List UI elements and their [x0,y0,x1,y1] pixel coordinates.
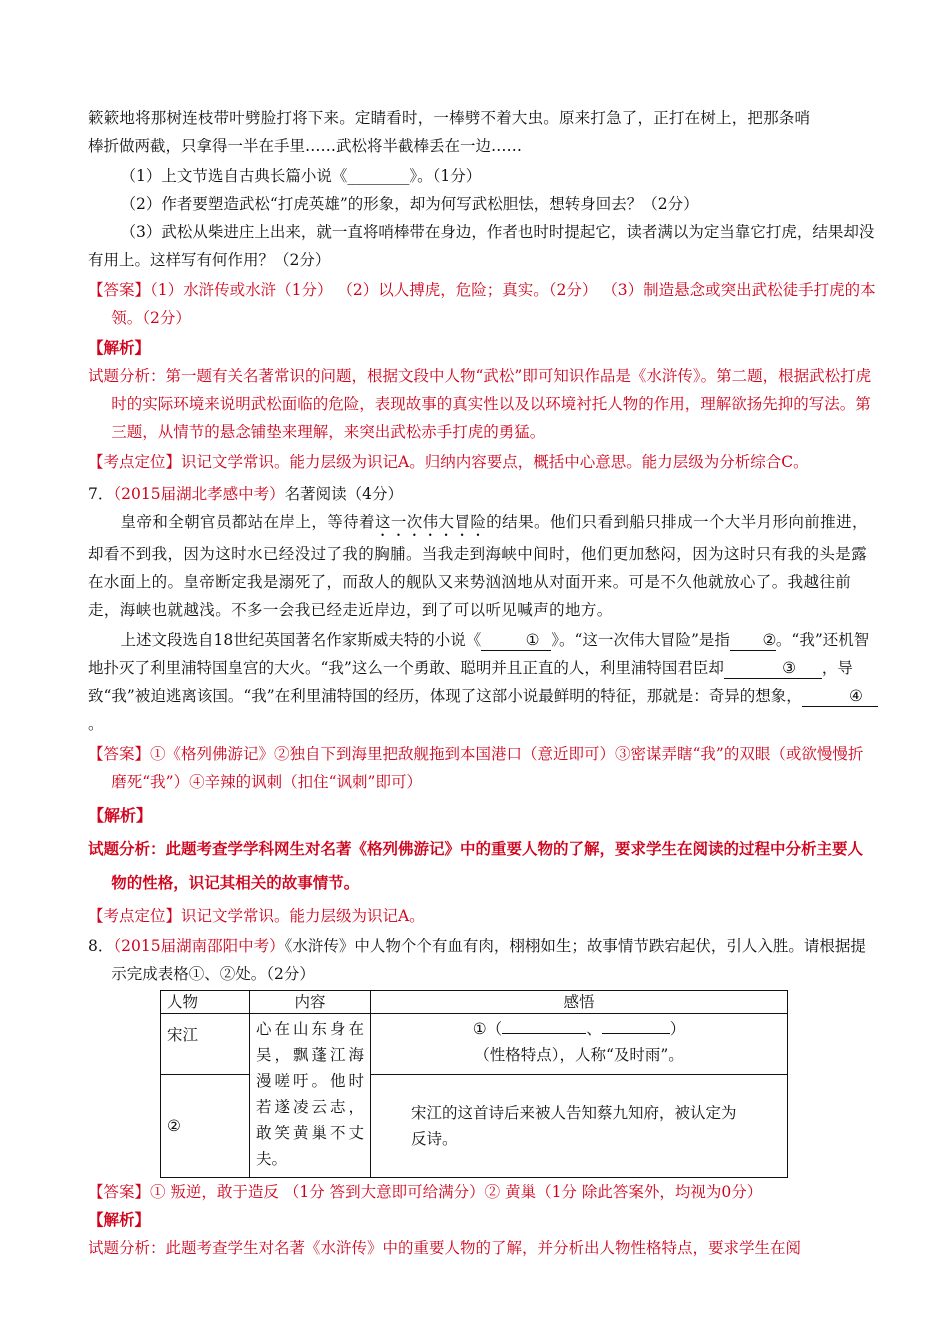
q7-source: （2015届湖北孝感中考） [113,485,285,503]
q8-text: 《水浒传》中人物个个有血有肉，栩栩如生；故事情节跌宕起伏，引人入胜。请根据提示完成表格①、②处。（2分） [111,937,866,983]
q8-heading [88,932,878,988]
cell-insight-1: ①（ 、 ） （性格特点），人称“及时雨”。 [371,1014,788,1075]
q7-analysis-label: 【解析】 [88,806,153,825]
q6-answer: 【答案】（1）水浒传或水浒（1分） （2）以人搏虎，危险；真实。（2分） （3）制造悬念或突出武松徒手打虎的本领。（2分） [88,281,876,327]
q7-passage: 皇帝和全朝官员都站在岸上，等待着这一次伟大冒险的结果。他们只看到船只排成一个大半月形向前推进，却看不到我，因为这时水已经没过了我的胸脯。当我走到海峡中间时，他们更加愁闷，因为这时只有我的头是露在水面上的。皇帝断定我是溺死了，而敌人的舰队又来势汹汹地从对面开来。可是不久他就放心了。我越往前走，海峡也就越浅。不多一会我已经走近岸边，到了可以听见喊声的地方。 [88,513,868,619]
blank-4: ④ [802,686,878,707]
passage-line: 簌簌地将那树连枝带叶劈脸打将下来。定睛看时，一棒劈不着大虫。原来打急了，正打在树上，把那条哨 [88,109,811,127]
q6-sub1: （1）上文节选自古典长篇小说《________》。（1分） [120,167,482,185]
header-person: 人物 [161,991,250,1014]
blank-1: ① [481,630,551,651]
q7-heading [88,480,878,508]
q8-source: （2015届湖南邵阳中考） [113,937,285,955]
table-header-row [161,991,788,1014]
q8-number: 8． [88,937,114,955]
header-content: 内容 [250,991,371,1014]
q6-analysis: 试题分析：第一题有关名著常识的问题，根据文段中人物“武松”即可知识作品是《水浒传》。第二题，根据武松打虎时的实际环境来说明武松面临的危险，表现故事的真实性以及以环境衬托人物的作用，理解欲扬先抑的写法。第三题，从情节的悬念铺垫来理解，来突出武松赤手打虎的勇猛。 [88,367,872,441]
insight-blank-a [502,1033,586,1034]
q6-analysis-label: 【解析】 [88,338,151,357]
q6-sub2: （2）作者要塑造武松“打虎英雄”的形象，却为何写武松胆怯，想转身回去？（2分） [120,195,699,213]
cell-person: 宋江 [161,1014,250,1075]
q8-answer: 【答案】① 叛逆，敢于造反 （1分 答到大意即可给满分）② 黄巢（1分 除此答案外，均视为0分） [88,1183,763,1201]
blank-2: ② [730,630,776,651]
emphasized-phrase: 这一次伟大冒险 [374,513,487,531]
document-page [88,104,878,1262]
insight-blank-b [602,1033,670,1034]
blank-3: ③ [724,658,822,679]
q6-kaodian: 【考点定位】识记文学常识。能力层级为识记A。归纳内容要点，概括中心意思。能力层级为分析综合C。 [88,453,809,471]
passage-line: 棒折做两截，只拿得一半在手里……武松将半截棒丢在一边…… [88,137,523,155]
q8-table [160,990,788,1178]
cell-content: 心在山东身在吴，飘蓬江海漫嗟吁。他时若遂凌云志，敢笑黄巢不丈夫。 [250,1014,371,1178]
q7-kaodian: 【考点定位】识记文学常识。能力层级为识记A。 [88,907,425,925]
cell-insight-2: 宋江的这首诗后来被人告知蔡九知府，被认定为反诗。 [371,1075,788,1178]
q8-analysis: 试题分析：此题考查学生对名著《水浒传》中的重要人物的了解，并分析出人物性格特点，要求学生在阅 [88,1239,802,1257]
q6-sub3: （3）武松从柴进庄上出来，就一直将哨棒带在身边，作者也时时提起它，读者满以为定当靠它打虎，结果却没有用上。这样写有何作用？（2分） [88,223,875,269]
header-insight: 感悟 [371,991,788,1014]
q7-question: 上述文段选自18世纪英国著名作家斯威夫特的小说《 ① 》。“这一次伟大冒险”是指 ②。“我”还机智地扑灭了利里浦特国皇宫的大火。“我”这么一个勇敢、聪明并且正直的人，利里浦特国君臣却 ③ ，导致“我”被迫逃离该国。“我”在利里浦特国的经历，体现了这部小说最鲜明的特征，那就是：奇异的想象， ④。 [88,626,878,738]
table-row [161,1014,788,1075]
q7-answer: 【答案】①《格列佛游记》②独自下到海里把敌舰拖到本国港口（意近即可）③密谋弄瞎“我”的双眼（或欲慢慢折磨死“我”）④辛辣的讽刺（扣住“讽刺”即可） [88,745,864,791]
q8-analysis-label: 【解析】 [88,1210,151,1229]
cell-person: ② [161,1075,250,1178]
q7-analysis: 试题分析：此题考查学学科网生对名著《格列佛游记》中的重要人物的了解，要求学生在阅读的过程中分析主要人物的性格，识记其相关的故事情节。 [88,840,864,892]
q7-title: 名著阅读（4分） [284,485,403,503]
q7-number: 7． [88,485,114,503]
